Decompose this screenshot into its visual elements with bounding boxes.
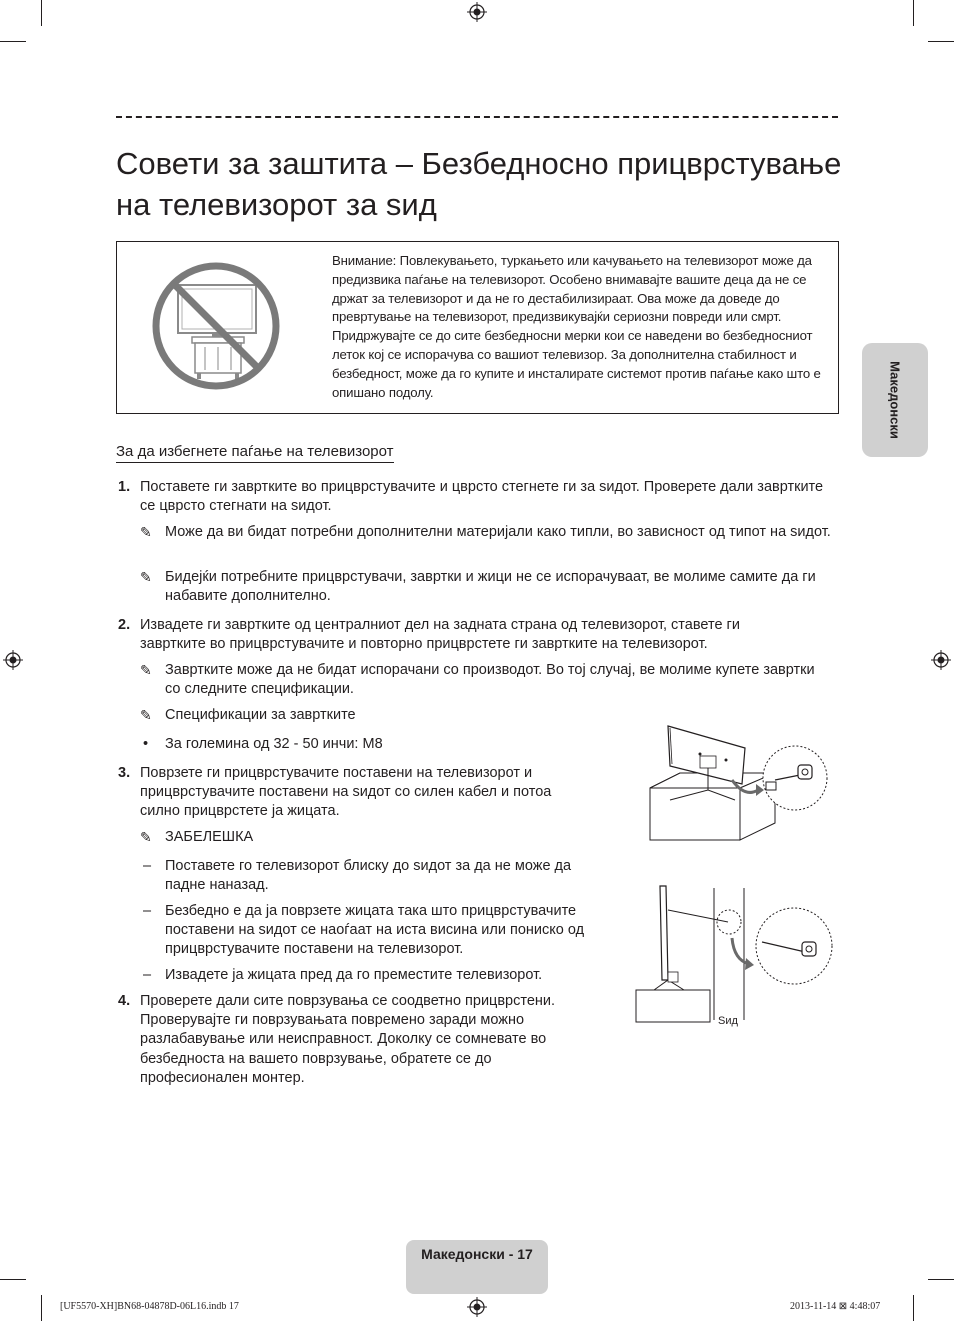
pencil-note-icon: ✎ bbox=[140, 524, 152, 540]
step-text: Проверете дали сите поврзувања се соодветно прицврстени. Проверувајте ги поврзувањата повремено заради можно разлабавување или неисправност. Доколку се сомневате во безбедноста на вашето поврзување, обратете се до професионален монтер. bbox=[140, 993, 556, 1086]
pencil-note-icon: ✎ bbox=[140, 569, 152, 585]
registration-mark-icon bbox=[931, 650, 951, 670]
note-text: Може да ви бидат потребни дополнителни материјали како типли, во зависност од типот на ѕидот. bbox=[165, 524, 831, 540]
dash-text: Поставете го телевизорот блиску до ѕидот за да не може да падне наназад. bbox=[165, 858, 572, 894]
bullet-glyph: • bbox=[143, 736, 149, 752]
language-side-tab-label: Македонски bbox=[887, 361, 903, 439]
step-number: 2. bbox=[118, 617, 131, 633]
no-climbing-tv-warning-icon bbox=[150, 260, 282, 392]
dash-text: Безбедно е да ја поврзете жицата така што прицврстувачите поставени на ѕидот се наоѓаат на иста висина или пониско од прицврстувачите поставени на телевизорот. bbox=[165, 903, 585, 958]
page-number: Македонски - 17 bbox=[421, 1246, 533, 1262]
registration-mark-icon bbox=[467, 1297, 487, 1317]
step-text: Поврзете ги прицврстувачите поставени на телевизорот и прицврстувачите поставени на ѕидот со силен кабел и потоа силно прицврстете ја жицата. bbox=[140, 765, 552, 820]
step-number: 3. bbox=[118, 765, 131, 781]
dash-glyph: – bbox=[143, 858, 152, 874]
tv-bracket-illustration bbox=[640, 718, 830, 843]
crop-mark bbox=[0, 41, 26, 42]
note-heading: ЗАБЕЛЕШКА bbox=[165, 829, 254, 845]
print-slug-left: [UF5570-XH]BN68-04878D-06L16.indb 17 bbox=[60, 1301, 239, 1312]
crop-mark bbox=[928, 1279, 954, 1280]
wall-label: Ѕид bbox=[718, 1015, 738, 1027]
crop-mark bbox=[913, 1295, 914, 1321]
pencil-note-icon: ✎ bbox=[140, 707, 152, 723]
step-number: 4. bbox=[118, 993, 131, 1009]
pencil-note-icon: ✎ bbox=[140, 829, 152, 845]
dash-glyph: – bbox=[143, 903, 152, 919]
registration-mark-icon bbox=[467, 2, 487, 22]
dash-glyph: – bbox=[143, 967, 152, 983]
crop-mark bbox=[913, 0, 914, 26]
section-subheading: За да избегнете паѓање на телевизорот bbox=[116, 442, 394, 463]
crop-mark bbox=[41, 1295, 42, 1321]
page-title: Совети за заштита – Безбедносно прицврстување на телевизорот за ѕид bbox=[116, 145, 842, 222]
bullet-text: За големина од 32 - 50 инчи: M8 bbox=[165, 736, 383, 752]
title-rule bbox=[116, 116, 838, 118]
page-footer-tab bbox=[406, 1240, 548, 1294]
wall-wire-illustration bbox=[634, 880, 834, 1030]
step-text: Извадете ги завртките од централниот дел на задната страна од телевизорот, ставете ги завртките во прицврстувачите и повторно прицврстете ги завртките на телевизорот. bbox=[140, 617, 740, 653]
crop-mark bbox=[928, 41, 954, 42]
note-text: Завртките може да не бидат испорачани со производот. Во тој случај, ве молиме купете завртки со следните спецификации. bbox=[165, 662, 815, 698]
warning-text: Внимание: Повлекувањето, туркањето или качувањето на телевизорот може да предизвика паѓање на телевизорот. Особено внимавајте вашите деца да не се држат за телевизорот и да не го дестабилизираат. Ова може да доведе до превртување на телевизорот, предизвикувајќи сериозни повреди или смрт. Придржувајте се до сите безбедносни мерки кои се наведени во безбедносниот леток кој се испорачува со вашиот телевизор. За дополнителна стабилност и безбедност, може да го купите и инсталирате системот против паѓање како што е опишано подолу. bbox=[332, 253, 821, 400]
dash-text: Извадете ја жицата пред да го преместите телевизорот. bbox=[165, 967, 543, 983]
print-slug-right: 2013-11-14 ⊠ 4:48:07 bbox=[790, 1301, 881, 1312]
step-text: Поставете ги завртките во прицврстувачите и цврсто стегнете ги за ѕидот. Проверете дали завртките се цврсто стегнати на ѕидот. bbox=[140, 479, 824, 515]
step-number: 1. bbox=[118, 479, 131, 495]
crop-mark bbox=[41, 0, 42, 26]
note-text: Спецификации за завртките bbox=[165, 707, 356, 723]
language-side-tab bbox=[862, 343, 928, 457]
pencil-note-icon: ✎ bbox=[140, 662, 152, 678]
crop-mark bbox=[0, 1279, 26, 1280]
note-text: Бидејќи потребните прицврстувачи, завртки и жици не се испорачуваат, ве молиме самите да ги набавите дополнително. bbox=[165, 569, 816, 605]
registration-mark-icon bbox=[3, 650, 23, 670]
